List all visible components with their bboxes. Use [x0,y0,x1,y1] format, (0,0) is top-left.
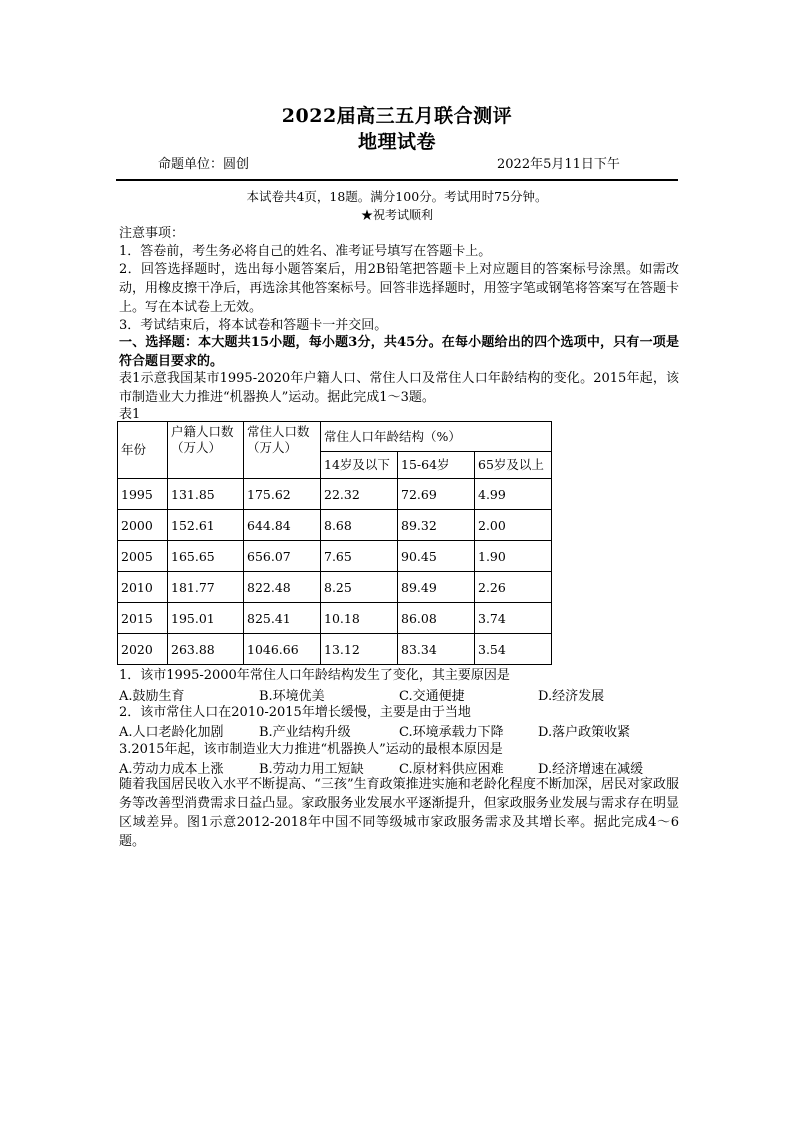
subheader-age-15-64: 15-64岁 [398,452,475,479]
notes-heading: 注意事项： [119,226,185,241]
table-row [118,510,552,541]
intro-info: 本试卷共4页，18题。满分100分。考试用时75分钟。 [246,189,548,204]
good-luck-line: ★祝考试顺利 [360,208,433,222]
cell-age-15-64: 83.34 [398,634,475,665]
header-changzhu: 常住人口数（万人） [244,422,321,479]
author-unit: 命题单位：圆创 [158,157,250,172]
header-year: 年份 [118,422,168,479]
q2-option-c: C.环境承载力下降 [399,725,504,740]
cell-year: 2000 [118,510,168,541]
question-3-stem: 3.2015年起，该市制造业大力推进“机器换人”运动的最根本原因是 [119,742,503,757]
q1-option-a: A.鼓励生育 [119,689,185,704]
cell-age-0-14: 7.65 [321,541,398,572]
cell-age-0-14: 13.12 [321,634,398,665]
question-2-stem: 2．该市常住人口在2010-2015年增长缓慢，主要是由于当地 [119,705,471,720]
header-age-structure: 常住人口年龄结构（%） [321,422,552,452]
cell-huji: 165.65 [168,541,244,572]
q3-option-d: D.经济增速在减缓 [538,762,644,777]
table-label: 表1 [119,407,141,422]
cell-age-65plus: 2.00 [475,510,552,541]
note-item-1: 1．答卷前，考生务必将自己的姓名、准考证号填写在答题卡上。 [119,244,492,259]
subheader-age-0-14: 14岁及以下 [321,452,398,479]
table-row [118,634,552,665]
cell-age-15-64: 89.49 [398,572,475,603]
note-item-2: 2．回答选择题时，选出每小题答案后，用2B铅笔把答题卡上对应题目的答案标号涂黑。如需改动，用橡皮擦干净后，再选涂其他答案标号。回答非选择题时，用签字笔或钢笔将答案写在答题卡上。写在本试卷上无效。 [119,262,679,315]
cell-changzhu: 644.84 [244,510,321,541]
cell-age-0-14: 10.18 [321,603,398,634]
note-item-3: 3．考试结束后，将本试卷和答题卡一并交回。 [119,318,388,333]
cell-age-15-64: 89.32 [398,510,475,541]
table-row [118,479,552,510]
cell-age-15-64: 86.08 [398,603,475,634]
question-1-options [119,685,679,704]
table-row [118,603,552,634]
cell-age-65plus: 3.54 [475,634,552,665]
cell-age-0-14: 22.32 [321,479,398,510]
cell-changzhu: 825.41 [244,603,321,634]
cell-age-15-64: 90.45 [398,541,475,572]
cell-huji: 131.85 [168,479,244,510]
cell-age-15-64: 72.69 [398,479,475,510]
subheader-age-65plus: 65岁及以上 [475,452,552,479]
cell-year: 2010 [118,572,168,603]
section-heading: 一、选择题：本大题共15小题，每小题3分，共45分。在每小题给出的四个选项中，只有一项是符合题目要求的。 [119,335,679,369]
exam-date: 2022年5月11日下午 [497,157,620,172]
cell-age-0-14: 8.25 [321,572,398,603]
cell-year: 2005 [118,541,168,572]
q1-option-b: B.环境优美 [259,689,325,704]
cell-age-65plus: 2.26 [475,572,552,603]
cell-huji: 263.88 [168,634,244,665]
cell-age-65plus: 3.74 [475,603,552,634]
header-huji: 户籍人口数（万人） [168,422,244,479]
cell-changzhu: 656.07 [244,541,321,572]
q1-option-d: D.经济发展 [538,689,605,704]
cell-year: 1995 [118,479,168,510]
cell-changzhu: 175.62 [244,479,321,510]
q1-option-c: C.交通便捷 [399,689,465,704]
cell-changzhu: 1046.66 [244,634,321,665]
header-divider [116,179,678,181]
cell-age-65plus: 4.99 [475,479,552,510]
cell-changzhu: 822.48 [244,572,321,603]
table-row [118,572,552,603]
cell-age-0-14: 8.68 [321,510,398,541]
population-table [117,421,552,665]
question-1-stem: 1．该市1995-2000年常住人口年龄结构发生了变化，其主要原因是 [119,668,510,683]
q2-option-d: D.落户政策收紧 [538,725,631,740]
question-2-options [119,721,679,740]
q3-option-b: B.劳动力用工短缺 [259,762,364,777]
table-row [118,541,552,572]
q3-option-a: A.劳动力成本上涨 [119,762,224,777]
q2-option-a: A.人口老龄化加剧 [119,725,224,740]
cell-year: 2020 [118,634,168,665]
cell-huji: 181.77 [168,572,244,603]
context-table1: 表1示意我国某市1995-2020年户籍人口、常住人口及常住人口年龄结构的变化。2015年起，该市制造业大力推进“机器换人”运动。据此完成1～3题。 [119,371,679,405]
q3-option-c: C.原材料供应困难 [399,762,504,777]
q2-option-b: B.产业结构升级 [259,725,351,740]
cell-year: 2015 [118,603,168,634]
cell-huji: 152.61 [168,510,244,541]
exam-title: 2022届高三五月联合测评 [281,105,513,127]
context-figure1: 随着我国居民收入水平不断提高、“三孩”生育政策推进实施和老龄化程度不断加深，居民对家政服务等改善型消费需求日益凸显。家政服务业发展水平逐渐提升，但家政服务业发展与需求存在明显区域差异。图1示意2012-2018年中国不同等级城市家政服务需求及其增长率。据此完成4～6题。 [119,777,679,849]
cell-huji: 195.01 [168,603,244,634]
exam-subject: 地理试卷 [357,131,436,153]
cell-age-65plus: 1.90 [475,541,552,572]
